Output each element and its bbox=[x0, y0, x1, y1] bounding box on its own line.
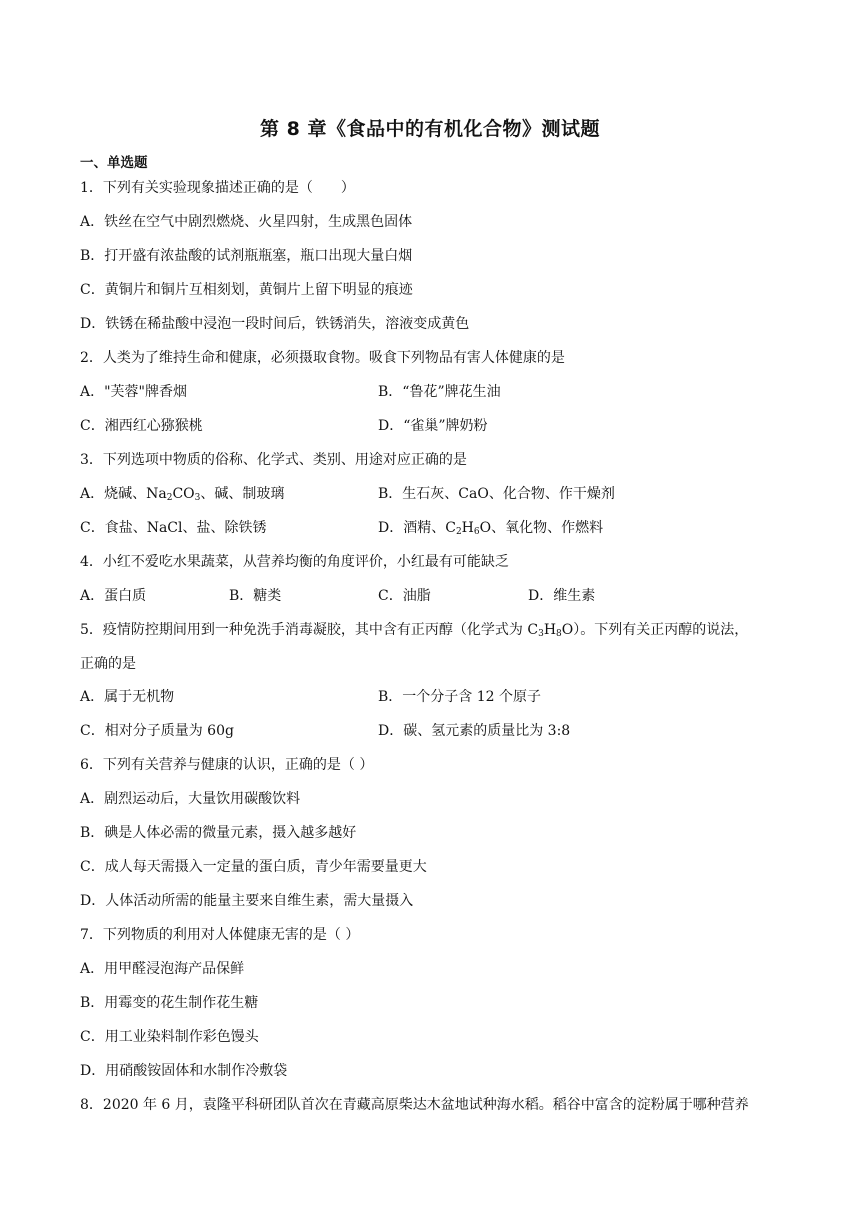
question-7-option-c[interactable]: C．用工业染料制作彩色馒头 bbox=[80, 1029, 259, 1045]
question-5-option-c[interactable]: C．相对分子质量为 60g bbox=[80, 723, 234, 739]
question-7-option-b[interactable]: B．用霉变的花生制作花生糖 bbox=[80, 995, 259, 1011]
question-7-option-d[interactable]: D．用硝酸铵固体和水制作冷敷袋 bbox=[80, 1063, 288, 1079]
question-1-option-c[interactable]: C．黄铜片和铜片互相刻划，黄铜片上留下明显的痕迹 bbox=[80, 282, 413, 298]
question-2-option-d[interactable]: D．“雀巢”牌奶粉 bbox=[378, 418, 488, 434]
question-4-option-d[interactable]: D．维生素 bbox=[528, 588, 596, 604]
question-6-option-b[interactable]: B．碘是人体必需的微量元素，摄入越多越好 bbox=[80, 825, 357, 841]
question-5-stem: 5．疫情防控期间用到一种免洗手消毒凝胶，其中含有正丙醇（化学式为 $C_3H_8O$）。下列有关正丙醇的说法， bbox=[80, 622, 749, 639]
question-6-option-c[interactable]: C．成人每天需摄入一定量的蛋白质，青少年需要量更大 bbox=[80, 859, 427, 875]
question-3-option-d[interactable]: D．酒精、$C_2H_6O$、氧化物、作燃料 bbox=[378, 520, 604, 537]
question-4-option-a[interactable]: A．蛋白质 bbox=[80, 588, 147, 604]
question-5-option-a[interactable]: A．属于无机物 bbox=[80, 689, 175, 705]
question-6-option-d[interactable]: D．人体活动所需的能量主要来自维生素，需大量摄入 bbox=[80, 893, 414, 909]
question-3-stem: 3．下列选项中物质的俗称、化学式、类别、用途对应正确的是 bbox=[80, 452, 467, 468]
question-2-option-b[interactable]: B．“鲁花”牌花生油 bbox=[378, 384, 501, 400]
question-7-option-a[interactable]: A．用甲醛浸泡海产品保鲜 bbox=[80, 961, 245, 977]
section-heading: 一、单选题 bbox=[80, 155, 148, 171]
page-title: 第 8 章《食品中的有机化合物》测试题 bbox=[260, 118, 600, 140]
question-6-stem: 6．下列有关营养与健康的认识，正确的是（ ） bbox=[80, 757, 374, 773]
question-8-stem: 8．2020 年 6 月，袁隆平科研团队首次在青藏高原柴达木盆地试种海水稻。稻谷中富含的淀粉属于哪种营养 bbox=[80, 1097, 749, 1113]
question-1-option-b[interactable]: B．打开盛有浓盐酸的试剂瓶瓶塞，瓶口出现大量白烟 bbox=[80, 248, 413, 264]
question-2-stem: 2．人类为了维持生命和健康，必须摄取食物。吸食下列物品有害人体健康的是 bbox=[80, 350, 565, 366]
question-5-option-b[interactable]: B．一个分子含 12 个原子 bbox=[378, 689, 542, 705]
question-1-stem: 1．下列有关实验现象描述正确的是（ ） bbox=[80, 180, 355, 196]
question-3-option-a[interactable]: A．烧碱、$Na_2CO_3$、碱、制玻璃 bbox=[80, 486, 285, 503]
question-4-option-b[interactable]: B．糖类 bbox=[229, 588, 282, 604]
question-1-option-d[interactable]: D．铁锈在稀盐酸中浸泡一段时间后，铁锈消失，溶液变成黄色 bbox=[80, 316, 470, 332]
question-1-option-a[interactable]: A．铁丝在空气中剧烈燃烧、火星四射，生成黑色固体 bbox=[80, 214, 413, 230]
question-2-option-c[interactable]: C．湘西红心猕猴桃 bbox=[80, 418, 203, 434]
question-7-stem: 7．下列物质的利用对人体健康无害的是（ ） bbox=[80, 927, 360, 943]
question-4-stem: 4．小红不爱吃水果蔬菜，从营养均衡的角度评价，小红最有可能缺乏 bbox=[80, 554, 509, 570]
question-5-stem-continued: 正确的是 bbox=[80, 656, 136, 672]
question-3-option-b[interactable]: B．生石灰、CaO、化合物、作干燥剂 bbox=[378, 486, 615, 502]
question-2-option-a[interactable]: A．"芙蓉"牌香烟 bbox=[80, 384, 187, 400]
question-4-option-c[interactable]: C．油脂 bbox=[378, 588, 431, 604]
question-3-option-c[interactable]: C．食盐、NaCl、盐、除铁锈 bbox=[80, 520, 267, 536]
question-6-option-a[interactable]: A．剧烈运动后，大量饮用碳酸饮料 bbox=[80, 791, 301, 807]
question-5-option-d[interactable]: D．碳、氢元素的质量比为 3:8 bbox=[378, 723, 571, 739]
